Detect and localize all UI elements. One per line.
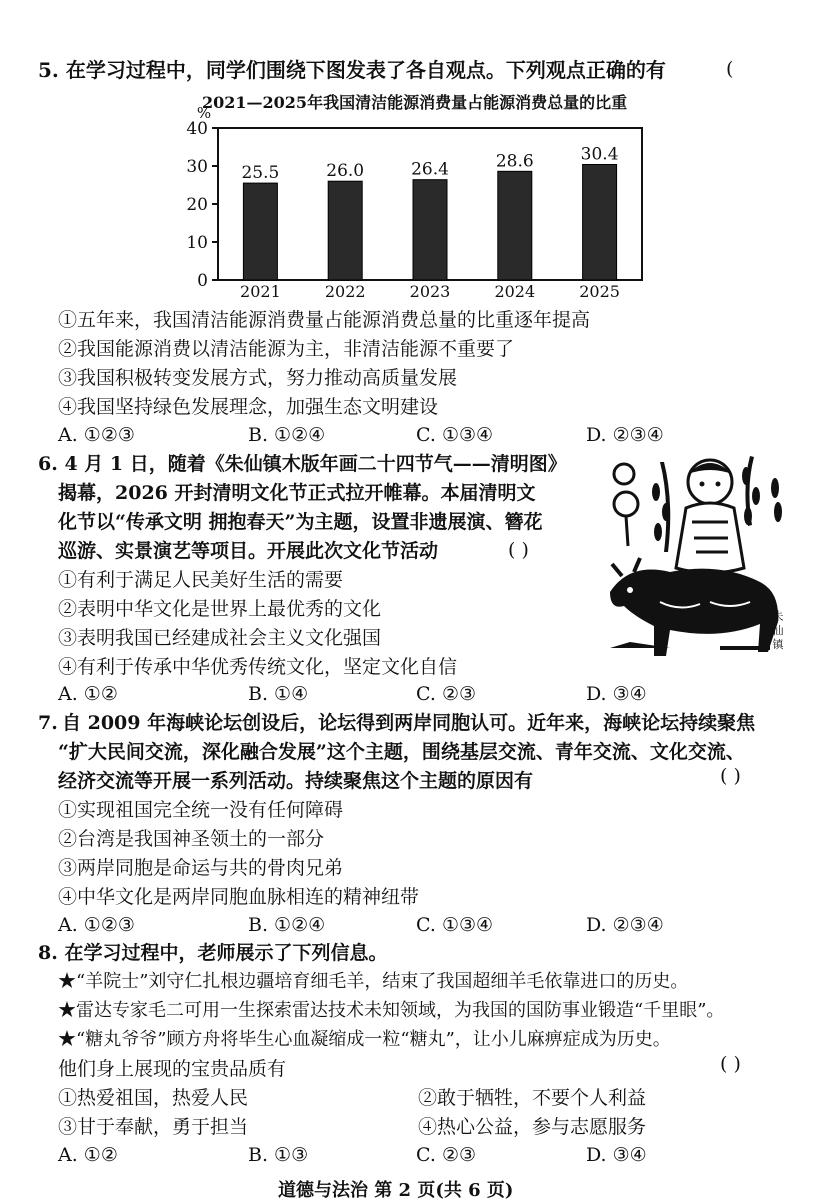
q8-option-4: ④热心公益，参与志愿服务: [418, 1116, 647, 1138]
bar-value-label-2022: 26.0: [326, 161, 365, 182]
q8-option-1: ①热爱祖国，热爱人民: [58, 1087, 249, 1109]
q7-choice-b: B. ①②④: [248, 914, 326, 936]
q7-line-1: 自 2009 年海峡论坛创设后，论坛得到两岸同胞认可。近年来，海峡论坛持续聚焦: [62, 712, 756, 734]
q5-choice-d: D. ②③④: [586, 424, 664, 446]
q6-paren: ( ): [508, 539, 529, 561]
q8-choice-c: C. ②③: [416, 1144, 477, 1166]
q6-line-4: 巡游、实景演艺等项目。开展此次文化节活动: [58, 540, 439, 562]
q6-line-2: 揭幕，2026 开封清明文化节正式拉开帷幕。本届清明文: [58, 482, 536, 504]
q8-item-3: ★“糖丸爷爷”顾方舟将毕生心血凝缩成一粒“糖丸”，让小儿麻痹症成为历史。: [58, 1029, 671, 1050]
woodcut-illustration: [600, 452, 790, 664]
q7-option-1: ①实现祖国完全统一没有任何障碍: [58, 799, 344, 821]
q8-choice-a: A. ①②: [58, 1144, 118, 1166]
y-axis-label: %: [196, 104, 212, 122]
q6-line-1: 6. 4 月 1 日，随着《朱仙镇木版年画二十四节气——清明图》: [38, 453, 567, 475]
q6-option-3: ③表明我国已经建成社会主义文化强国: [58, 627, 382, 649]
y-tick-label-40: 40: [186, 119, 208, 139]
q8-choice-b: B. ①③: [248, 1144, 309, 1166]
bar-value-label-2021: 25.5: [241, 163, 280, 184]
q8-option-2: ②敢于牺牲，不要个人利益: [418, 1087, 647, 1109]
q5-choice-c: C. ①③④: [416, 424, 494, 446]
q7-option-3: ③两岸同胞是命运与共的骨肉兄弟: [58, 857, 344, 879]
q7-line-3: 经济交流等开展一系列活动。持续聚焦这个主题的原因有: [58, 770, 534, 792]
woodcut-caption-1: 朱: [772, 610, 784, 623]
page-footer: 道德与法治 第 2 页(共 6 页): [278, 1180, 514, 1201]
y-tick-label-10: 10: [186, 233, 208, 253]
q7-choice-c: C. ①③④: [416, 914, 494, 936]
woodcut-caption-2: 仙: [772, 624, 784, 637]
q5-choice-a: A. ①②③: [58, 424, 135, 446]
q5-stem: 5. 在学习过程中，同学们围绕下图发表了各自观点。下列观点正确的有: [38, 58, 666, 82]
q8-question: 他们身上展现的宝贵品质有: [58, 1058, 287, 1080]
q8-option-3: ③甘于奉献，勇于担当: [58, 1116, 249, 1138]
q6-option-2: ②表明中华文化是世界上最优秀的文化: [58, 598, 382, 620]
x-tick-label-2025: 2025: [579, 282, 620, 301]
q6-option-1: ①有利于满足人民美好生活的需要: [58, 569, 344, 591]
bar-chart: [0, 0, 824, 320]
q8-paren: ( ): [720, 1053, 741, 1075]
q5-paren: (: [726, 58, 734, 80]
q7-paren: ( ): [720, 765, 741, 787]
bar-value-label-2023: 26.4: [411, 159, 449, 180]
q5-choice-b: B. ①②④: [248, 424, 326, 446]
q6-line-3: 化节以“传承文明 拥抱春天”为主题，设置非遗展演、簪花: [58, 511, 543, 533]
bar-value-label-2025: 30.4: [580, 144, 619, 165]
bar-2024: [498, 171, 532, 280]
q7-option-2: ②台湾是我国神圣领土的一部分: [58, 828, 325, 850]
q8-choice-d: D. ③④: [586, 1144, 647, 1166]
q6-choice-c: C. ②③: [416, 683, 477, 705]
x-tick-label-2023: 2023: [409, 282, 451, 301]
q8-stem: 8. 在学习过程中，老师展示了下列信息。: [38, 942, 388, 964]
chart-title: 2021—2025年我国清洁能源消费量占能源消费总量的比重: [202, 93, 628, 112]
q5-option-1: ①五年来，我国清洁能源消费量占能源消费总量的比重逐年提高: [58, 309, 591, 331]
woodcut-caption-3: 镇: [772, 638, 784, 651]
bar-value-label-2024: 28.6: [495, 151, 534, 172]
bar-2021: [243, 183, 277, 280]
q6-option-4: ④有利于传承中华优秀传统文化，坚定文化自信: [58, 656, 458, 678]
bar-2022: [328, 181, 362, 280]
q5-option-2: ②我国能源消费以清洁能源为主，非清洁能源不重要了: [58, 338, 515, 360]
q5-option-4: ④我国坚持绿色发展理念，加强生态文明建设: [58, 396, 439, 418]
q8-item-2: ★雷达专家毛二可用一生探索雷达技术未知领域，为我国的国防事业锻造“千里眼”。: [58, 1000, 725, 1021]
q7-option-4: ④中华文化是两岸同胞血脉相连的精神纽带: [58, 886, 420, 908]
q8-item-1: ★“羊院士”刘守仁扎根边疆培育细毛羊，结束了我国超细羊毛依靠进口的历史。: [58, 971, 689, 992]
bar-2023: [413, 180, 447, 280]
y-tick-label-30: 30: [186, 157, 208, 177]
q7-line-2: “扩大民间交流，深化融合发展”这个主题，围绕基层交流、青年交流、文化交流、: [58, 741, 745, 763]
q6-choice-a: A. ①②: [58, 683, 118, 705]
y-tick-label-0: 0: [197, 271, 208, 291]
q7-num: 7.: [38, 712, 58, 734]
q5-option-3: ③我国积极转变发展方式，努力推动高质量发展: [58, 367, 458, 389]
q7-choice-d: D. ②③④: [586, 914, 664, 936]
y-tick-label-20: 20: [186, 195, 208, 215]
q7-choice-a: A. ①②③: [58, 914, 135, 936]
x-tick-label-2022: 2022: [324, 282, 366, 301]
x-tick-label-2024: 2024: [494, 282, 536, 301]
bar-2025: [583, 164, 617, 280]
q6-choice-b: B. ①④: [248, 683, 309, 705]
x-tick-label-2021: 2021: [240, 282, 281, 301]
q6-choice-d: D. ③④: [586, 683, 647, 705]
